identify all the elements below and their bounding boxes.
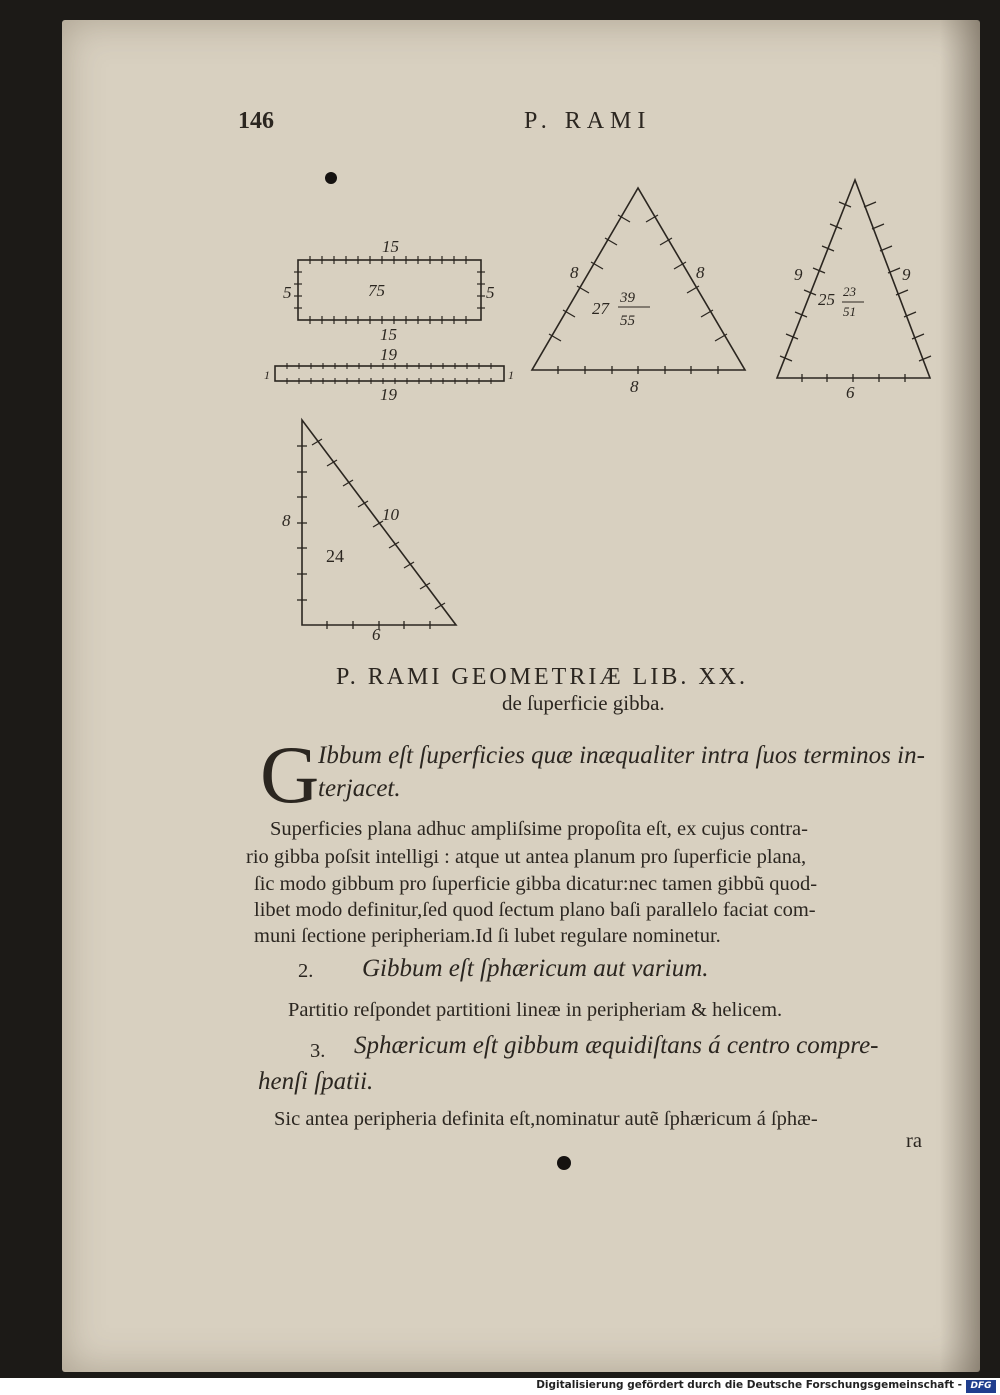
rect-left-label: 5 <box>283 283 292 302</box>
rect-area-label: 75 <box>368 281 385 300</box>
triangle-a-figure <box>532 188 745 370</box>
commentary-2: Partitio reſpondet partitioni lineæ in peripheriam & helicem. <box>288 999 783 1021</box>
strip-right-label: 1 <box>508 368 514 382</box>
right-triangle-figure <box>302 420 456 625</box>
rect-top-label: 15 <box>382 237 399 256</box>
dfg-logo: DFG <box>966 1380 996 1393</box>
strip-left-label: 1 <box>264 368 270 382</box>
commentary-1-line-4: libet modo definitur,ſed quod ſectum plano baſi parallelo faciat com- <box>254 899 816 921</box>
rect-bottom-label: 15 <box>380 325 397 344</box>
triangle-b-area-denominator: 51 <box>843 304 856 319</box>
ink-dot-bottom <box>557 1156 571 1170</box>
commentary-1-line-5: muni ſectione peripheriam.Id ſi lubet regulare nominetur. <box>254 925 721 947</box>
rectangle-ticks <box>294 256 485 324</box>
right-triangle-ticks <box>297 439 445 629</box>
triangle-a-area-whole: 27 <box>592 299 609 318</box>
section-title: P. RAMI GEOMETRIÆ LIB. XX. <box>336 664 749 690</box>
page-number: 146 <box>238 108 274 134</box>
triangle-a-right-label: 8 <box>696 263 705 282</box>
triangle-b-left-label: 9 <box>794 265 803 284</box>
triangle-a-left-label: 8 <box>570 263 579 282</box>
definition-1-line-1: Ibbum eſt ſuperficies quæ inæqualiter intra ſuos terminos in- <box>318 742 925 769</box>
commentary-1-line-1: Superficies plana adhuc ampliſsime propoſita eſt, ex cujus contra- <box>270 818 808 840</box>
drop-cap: G <box>260 729 320 820</box>
right-triangle-hypotenuse-label: 10 <box>382 505 399 524</box>
catchword: ra <box>906 1130 922 1152</box>
triangle-b-area-whole: 25 <box>818 290 835 309</box>
right-triangle-base-label: 6 <box>372 625 381 644</box>
commentary-1-line-3: ſic modo gibbum pro ſuperficie gibba dicatur:nec tamen gibbũ quod- <box>254 873 818 895</box>
strip-bottom-label: 19 <box>380 385 397 404</box>
triangle-a-area-denominator: 55 <box>620 313 635 329</box>
definition-3-line-1: Sphæricum eſt gibbum æquidiſtans á centro compre- <box>354 1032 879 1059</box>
strip-top-label: 19 <box>380 345 397 364</box>
right-triangle-height-label: 8 <box>282 511 291 530</box>
triangle-a-base-label: 8 <box>630 377 639 396</box>
triangle-b-right-label: 9 <box>902 265 911 284</box>
rectangle-figure <box>298 260 481 320</box>
section-subtitle: de ſuperficie gibba. <box>502 691 665 715</box>
rect-right-label: 5 <box>486 283 495 302</box>
commentary-1-line-2: rio gibba poſsit intelligi : atque ut antea planum pro ſuperficie plana, <box>246 846 807 868</box>
definition-1-line-2: terjacet. <box>318 775 401 802</box>
triangle-a-area-numerator: 39 <box>620 290 635 306</box>
funding-credit: Digitalisierung gefördert durch die Deutsche Forschungsgemeinschaft - <box>536 1379 962 1391</box>
triangle-b-area-numerator: 23 <box>843 284 856 299</box>
digitization-footer <box>0 1378 1000 1395</box>
triangle-b-base-label: 6 <box>846 383 855 402</box>
running-title: P. RAMI <box>524 108 652 134</box>
definition-3-line-2: henſi ſpatii. <box>258 1068 374 1095</box>
right-triangle-area-label: 24 <box>326 546 344 566</box>
commentary-3: Sic antea peripheria definita eſt,nominatur autẽ ſphæricum á ſphæ- <box>274 1108 818 1130</box>
definition-2-text: Gibbum eſt ſphæricum aut varium. <box>362 955 709 982</box>
strip-figure <box>275 366 504 381</box>
definition-3-number: 3. <box>310 1040 326 1062</box>
definition-2-number: 2. <box>298 960 314 982</box>
